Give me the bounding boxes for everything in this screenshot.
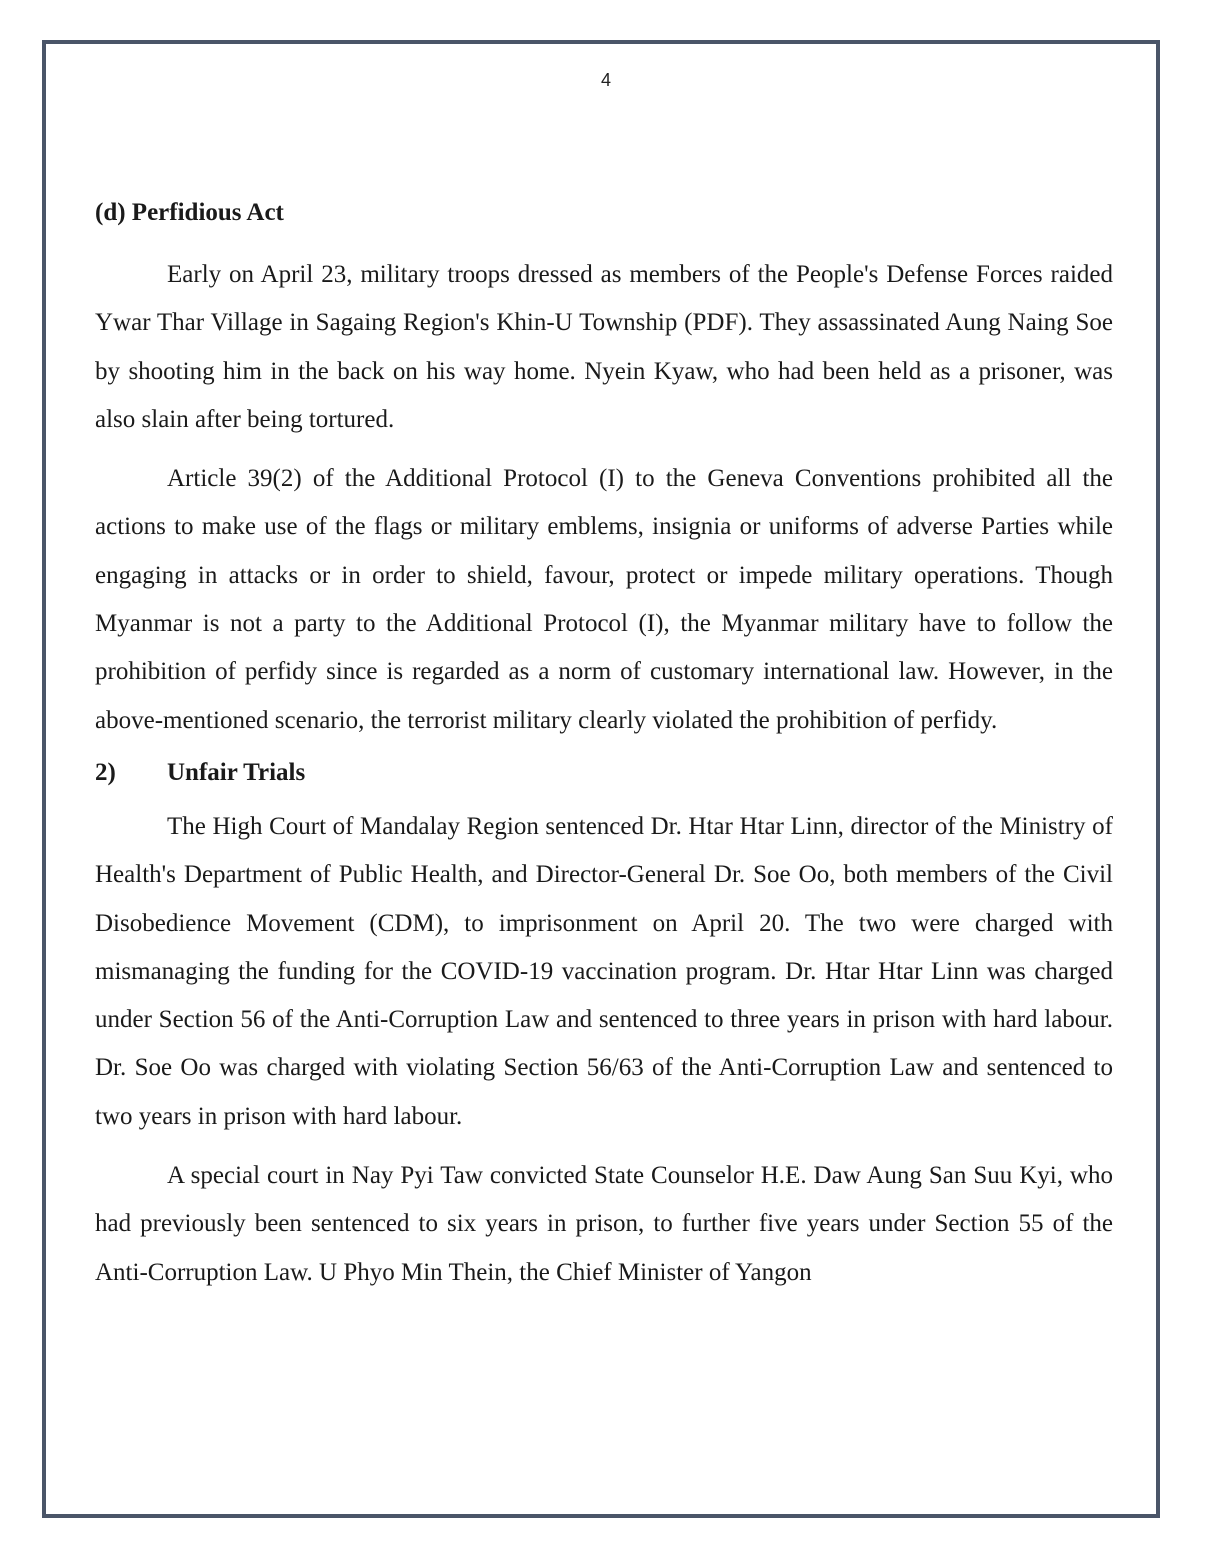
paragraph-mandalay-court: The High Court of Mandalay Region sentenced Dr. Htar Htar Linn, director of the Ministry of Health's Department of Public Health, and Director-General Dr. Soe Oo, both members of the Civil Disobedience Movement (CDM), to imprisonment on April 20. The two were charged with mismanaging the funding for the COVID-19 vaccination program. Dr. Htar Htar Linn was charged under Section 56 of the Anti-Corruption Law and sentenced to three years in prison with hard labour. Dr. Soe Oo was charged with violating Section 56/63 of the Anti-Corruption Law and sentenced to two years in prison with hard labour. [95, 812, 1113, 1130]
section-title: Unfair Trials [167, 758, 306, 786]
page-number: 4 [600, 70, 611, 90]
section-heading-unfair-trials [95, 756, 1113, 790]
section-heading-perfidious-act: (d) Perfidious Act [95, 199, 284, 226]
paragraph-special-court: A special court in Nay Pyi Taw convicted State Counselor H.E. Daw Aung San Suu Kyi, who had previously been sentenced to six years in prison, to further five years under Section 55 of the Anti-Corruption Law. U Phyo Min Thein, the Chief Minister of Yangon [95, 1162, 1113, 1286]
paragraph-perfidy-incident: Early on April 23, military troops dressed as members of the People's Defense Forces raided Ywar Thar Village in Sagaing Region's Khin-U Township (PDF). They assassinated Aung Naing Soe by shooting him in the back on his way home. Nyein Kyaw, who had been held as a prisoner, was also slain after being tortured. [95, 261, 1113, 433]
section-number: 2) [95, 758, 116, 786]
paragraph-perfidy-law: Article 39(2) of the Additional Protocol (I) to the Geneva Conventions prohibited all the actions to make use of the flags or military emblems, insignia or uniforms of adverse Parties while engaging in attacks or in order to shield, favour, protect or impede military operations. Though Myanmar is not a party to the Additional Protocol (I), the Myanmar military have to follow the prohibition of perfidy since is regarded as a norm of customary international law. However, in the above-mentioned scenario, the terrorist military clearly violated the prohibition of perfidy. [95, 465, 1113, 734]
document-body [95, 196, 1113, 1297]
